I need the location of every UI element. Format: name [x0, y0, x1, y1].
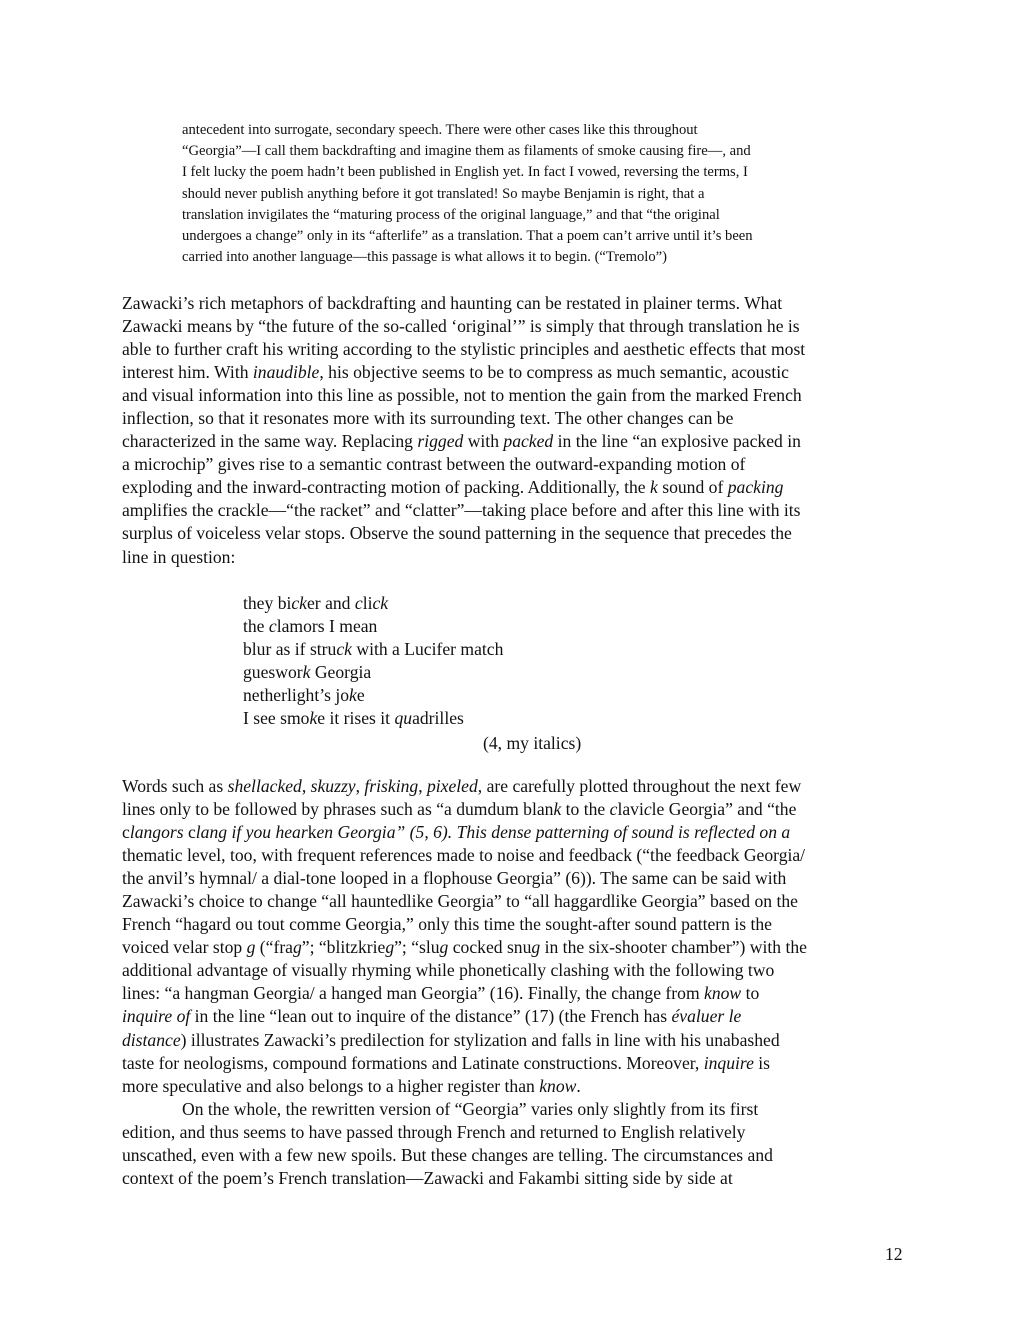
quote-line: carried into another language—this passage is what allows it to begin. (“Tremolo”) [182, 249, 667, 266]
paragraph-line: able to further craft his writing according to the stylistic principles and aesthetic effects that most [122, 339, 806, 360]
poem-line: they bicker and click [243, 593, 389, 613]
paragraph-line: distance) illustrates Zawacki’s predilection for stylization and falls in line with his unabashed [122, 1029, 780, 1050]
paragraph-line: exploding and the inward-contracting motion of packing. Additionally, the k sound of packing [122, 477, 784, 498]
paragraph-line: a microchip” gives rise to a semantic contrast between the outward-expanding motion of [122, 454, 746, 475]
page-number: 12 [885, 1244, 903, 1264]
paragraph-line: amplifies the crackle—“the racket” and “clatter”—taking place before and after this line with its [122, 500, 801, 521]
quote-line: I felt lucky the poem hadn’t been published in English yet. In fact I vowed, reversing the terms, I [182, 164, 748, 181]
quote-line: translation invigilates the “maturing process of the original language,” and that “the original [182, 206, 720, 223]
paragraph-line: interest him. With inaudible, his objective seems to be to compress as much semantic, acoustic [122, 362, 789, 383]
quote-line: undergoes a change” only in its “afterlife” as a translation. That a poem can’t arrive until it’s been [182, 228, 753, 245]
paragraph-line: the anvil’s hymnal/ a dial-tone looped in a flophouse Georgia” (6)). The same can be said with [122, 868, 787, 889]
paragraph-1 [122, 292, 922, 569]
paragraph-line: Words such as shellacked, skuzzy, frisking, pixeled, are carefully plotted throughout the next few [122, 776, 802, 796]
paragraph-line: thematic level, too, with frequent references made to noise and feedback (“the feedback Georgia/ [122, 845, 806, 866]
paragraph-line: surplus of voiceless velar stops. Observe the sound patterning in the sequence that precedes the [122, 523, 792, 544]
poem-line: netherlight’s joke [243, 685, 365, 706]
paragraph-line: line in question: [122, 546, 236, 567]
paragraph-line: taste for neologisms, compound formations and Latinate constructions. Moreover, inquire is [122, 1052, 771, 1073]
block-quote [182, 120, 912, 268]
poem-line: I see smoke it rises it quadrilles [243, 708, 464, 729]
paragraph-3 [122, 1098, 922, 1190]
paragraph-2 [122, 775, 922, 1190]
quote-line: should never publish anything before it got translated! So maybe Benjamin is right, that a [182, 185, 705, 202]
paragraph-line: lines: “a hangman Georgia/ a hanged man Georgia” (16). Finally, the change from know to [122, 983, 760, 1004]
paragraph-line: Zawacki’s rich metaphors of backdrafting and haunting can be restated in plainer terms. What [122, 293, 783, 313]
paragraph-line: lines only to be followed by phrases such as “a dumdum blank to the clavicle Georgia” and “the [122, 799, 797, 820]
paragraph-line: additional advantage of visually rhyming while phonetically clashing with the following two [122, 960, 775, 981]
quote-line: “Georgia”—I call them backdrafting and imagine them as filaments of smoke causing fire—, and [182, 143, 751, 160]
paragraph-line: Zawacki’s choice to change “all hauntedlike Georgia” to “all haggardlike Georgia” based on the [122, 891, 798, 912]
paragraph-line: characterized in the same way. Replacing rigged with packed in the line “an explosive packed in [122, 431, 801, 452]
paragraph-line: context of the poem’s French translation—Zawacki and Fakambi sitting side by side at [122, 1167, 733, 1188]
paragraph-line: clangors clang if you hearken Georgia” (5, 6). This dense patterning of sound is reflected on a [122, 822, 791, 843]
poem-line: blur as if struck with a Lucifer match [243, 639, 504, 660]
poem-line: the clamors I mean [243, 616, 378, 637]
poem-line: gueswork Georgia [243, 662, 372, 683]
paragraph-line: and visual information into this line as possible, not to mention the gain from the marked French [122, 385, 802, 406]
paragraph-line: inquire of in the line “lean out to inquire of the distance” (17) (the French has évaluer le [122, 1006, 742, 1027]
paragraph-line: voiced velar stop g (“frag”; “blitzkrieg”; “slug cocked snug in the six-shooter chamber”) with the [122, 937, 807, 958]
paragraph-line: On the whole, the rewritten version of “Georgia” varies only slightly from its first [182, 1098, 759, 1119]
paragraph-line: inflection, so that it resonates more with its surrounding text. The other changes can be [122, 408, 734, 429]
paragraph-line: French “hagard ou tout comme Georgia,” only this time the sought-after sound pattern is the [122, 914, 772, 935]
paragraph-line: unscathed, even with a few new spoils. But these changes are telling. The circumstances and [122, 1144, 773, 1165]
poem-citation: (4, my italics) [483, 733, 582, 753]
paragraph-line: edition, and thus seems to have passed through French and returned to English relatively [122, 1121, 746, 1142]
quote-line: antecedent into surrogate, secondary speech. There were other cases like this throughout [182, 122, 698, 138]
poem-excerpt [243, 592, 503, 730]
paragraph-line: more speculative and also belongs to a higher register than know. [122, 1075, 581, 1096]
paragraph-line: Zawacki means by “the future of the so-called ‘original’” is simply that through translation he is [122, 316, 800, 337]
